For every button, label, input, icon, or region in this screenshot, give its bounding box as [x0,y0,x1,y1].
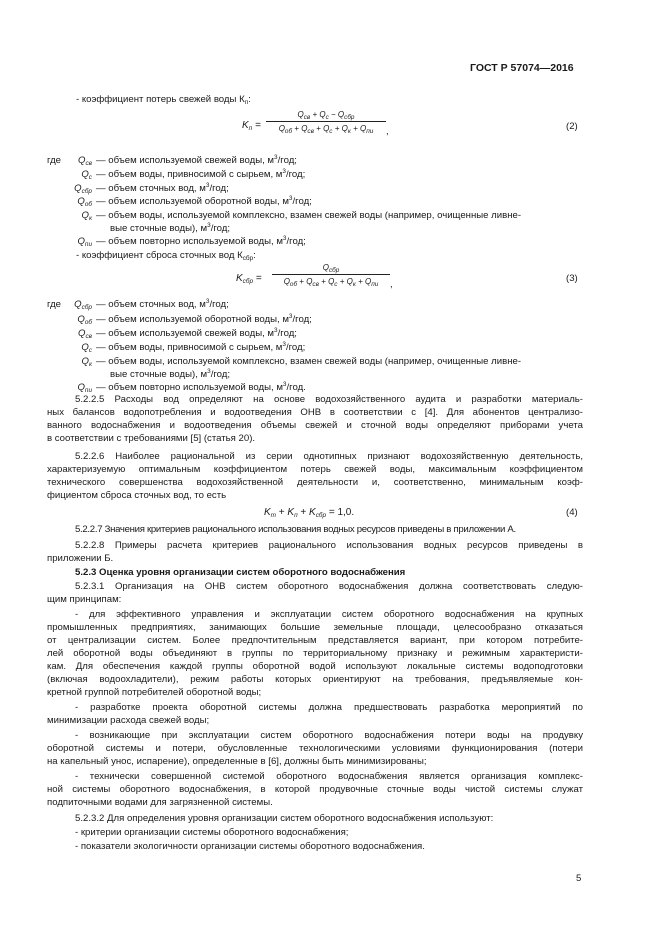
definition-symbol: $Q_{св}$ [78,155,92,167]
eq2-fraction: $Q_{св} + Q_с - Q_{сбр}$ $Q_{об} + Q_{св} + Q_с + Q_к + Q_{пи}$ [266,110,386,133]
definition-row [66,314,312,325]
definition-row [66,210,521,221]
paragraph-5-2-2-7: 5.2.2.7 Значения критериев рационального использования водных ресурсов приведены в приложении А. [75,524,516,535]
definition-symbol: $Q_с$ [81,342,92,354]
definition-row [66,155,297,166]
eq3-lhs: $K_{сбр}$ = [236,273,262,285]
definition-row [66,342,305,353]
definition-symbol: $Q_к$ [81,356,92,368]
definition-symbol: $Q_{сбр}$ [74,299,92,311]
standard-header: ГОСТ Р 57074—2016 [470,62,574,74]
definition-text: — объем сточных вод, $м^3$/год; [96,182,229,194]
eq4: $K_т + K_п + K_{сбр} = 1,0$. [264,507,355,519]
definition-text: — объем используемой оборотной воды, $м^3$/год; [96,195,312,207]
paragraph-5-2-3-2: 5.2.3.2 Для определения уровня организации систем оборотного водоснабжения используют: [75,813,494,824]
definition-symbol: $Q_{об}$ [77,314,92,326]
definition-text: — объем сточных вод, $м^3$/год; [96,298,229,310]
definition-continuation: вые сточные воды), $м^3$/год; [110,222,231,234]
definition-continuation: вые сточные воды), $м^3$/год; [110,368,231,380]
definition-text: — объем воды, используемой комплексно, взамен свежей воды (например, очищенные ливне- [96,210,522,221]
eq2-number: (2) [566,121,578,132]
definition-text: — объем используемой оборотной воды, $м^3$/год; [96,313,312,325]
definition-text: — объем повторно используемой воды, $м^3$/год. [96,381,306,393]
intro-discharge-coefficient: - коэффициент сброса сточных вод $К_{сбр}$: [76,250,256,262]
eq4-number: (4) [566,507,578,518]
definition-text: — объем воды, привносимой с сырьем, $м^3$/год; [96,168,306,180]
definition-row [66,169,305,180]
definition-symbol: $Q_к$ [81,210,92,222]
section-heading-5-2-3: 5.2.3 Оценка уровня организации систем оборотного водоснабжения [75,567,406,578]
definition-symbol: $Q_{об}$ [77,196,92,208]
definition-text: — объем повторно используемой воды, $м^3$/год; [96,235,306,247]
definition-symbol: $Q_с$ [81,169,92,181]
eq3-number: (3) [566,273,578,284]
bullet-indicators: - показатели экологичности организации системы оборотного водоснабжения. [75,841,425,852]
definition-symbol: $Q_{св}$ [78,328,92,340]
where-label-2: где [47,299,62,310]
definition-row [66,299,229,310]
definition-text: — объем воды, используемой комплексно, взамен свежей воды (например, очищенные ливне- [96,356,522,367]
definition-row [66,356,521,367]
page-number: 5 [576,873,582,884]
eq3-fraction: $Q_{сбр}$ $Q_{об} + Q_{св} + Q_с + Q_к + Q_{пи}$ [272,263,390,286]
definition-row [66,328,297,339]
definition-text: — объем воды, привносимой с сырьем, $м^3$/год; [96,341,306,353]
definition-row [66,236,306,247]
where-label: где [47,155,62,166]
intro-loss-coefficient: - коэффициент потерь свежей воды $К_п$: [76,94,251,106]
eq2-lhs: $K_п$ = [242,120,261,132]
definition-text: — объем используемой свежей воды, $м^3$/год; [96,327,297,339]
definition-symbol: $Q_{пи}$ [77,236,92,248]
definition-symbol: $Q_{сбр}$ [74,183,92,195]
definition-row [66,382,306,393]
definition-row [66,196,312,207]
definition-text: — объем используемой свежей воды, $м^3$/год; [96,154,297,166]
definition-row [66,183,229,194]
definition-symbol: $Q_{пи}$ [77,382,92,394]
bullet-criteria: - критерии организации системы оборотного водоснабжения; [75,827,349,838]
